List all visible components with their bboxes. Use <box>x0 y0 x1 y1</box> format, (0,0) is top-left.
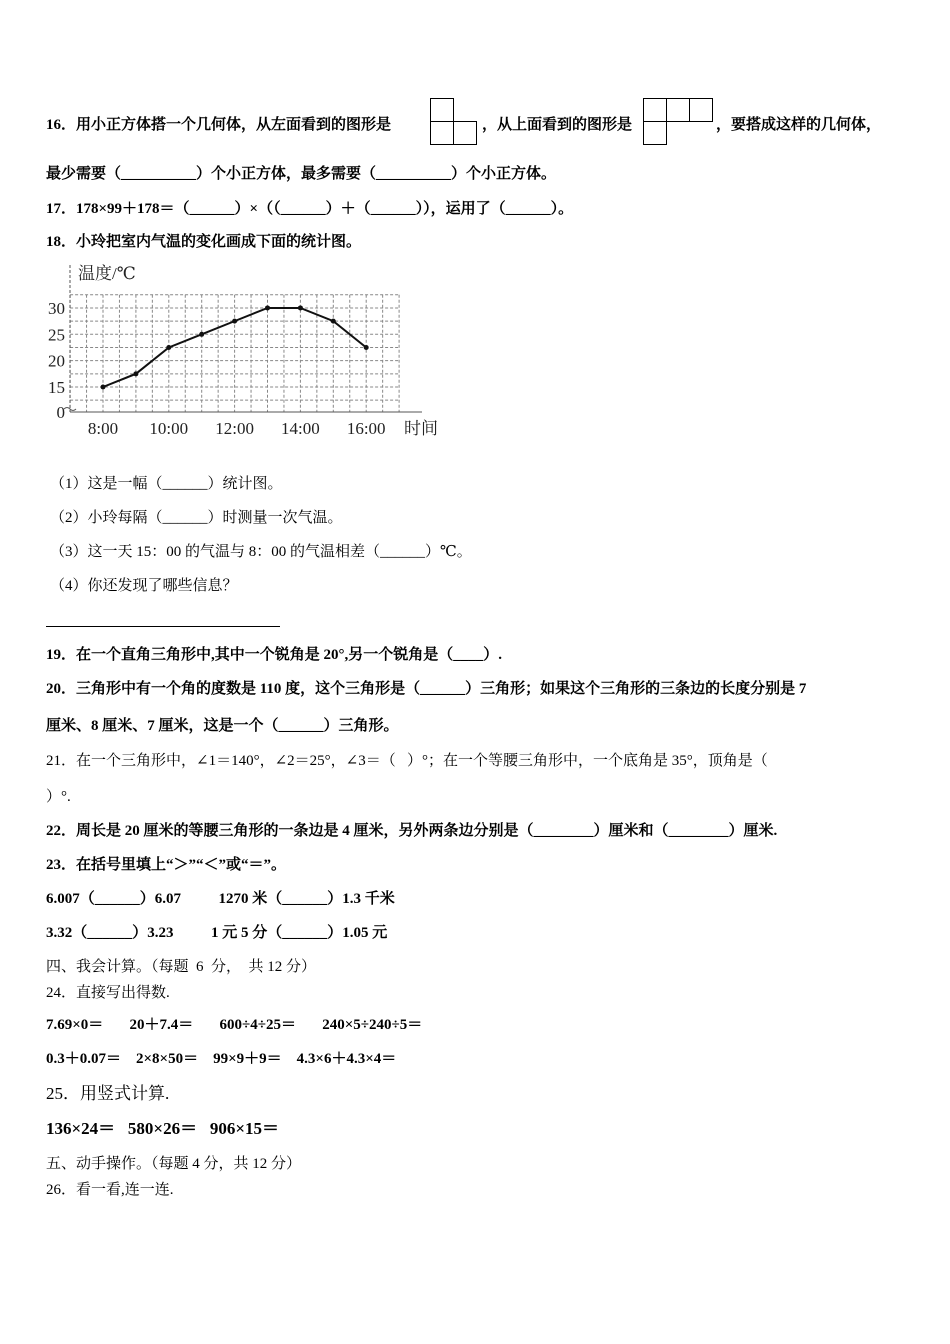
section-5-heading: 五、动手操作。（每题 4 分，共 12 分） <box>46 1156 302 1172</box>
x-tick-label: 8:00 <box>87 419 119 438</box>
data-point <box>166 345 171 350</box>
q16-text-c: ，要搭成这样的几何体， <box>716 117 882 133</box>
q18-title: 18．小玲把室内气温的变化画成下面的统计图。 <box>46 234 362 250</box>
temperature-line-chart <box>40 255 450 445</box>
q24-title: 24．直接写出得数. <box>46 985 170 1001</box>
answer-line <box>46 626 280 627</box>
y-tick-label: 20 <box>48 351 65 371</box>
q23-row2: 3.32（______）3.23 1 元 5 分（______）1.05 元 <box>46 925 388 941</box>
x-tick-label: 14:00 <box>281 419 320 438</box>
q16-text-b: ，从上面看到的图形是 <box>482 117 633 133</box>
q26: 26．看一看,连一连. <box>46 1182 174 1198</box>
y-tick-label: 0 <box>56 403 65 422</box>
q18-sub1: （1）这是一幅（______）统计图。 <box>50 476 283 492</box>
q24-row1: 7.69×0＝ 20＋7.4＝ 600÷4÷25＝ 240×5÷240÷5＝ <box>46 1017 423 1033</box>
q16-line2: 最少需要（__________）个小正方体，最多需要（__________）个小正方体。 <box>46 166 557 182</box>
q20-line2: 厘米、8 厘米、7 厘米，这是一个（______）三角形。 <box>46 718 399 734</box>
data-point <box>199 332 204 337</box>
data-point <box>133 371 138 376</box>
x-tick-label: 12:00 <box>215 419 254 438</box>
x-tick-label: 16:00 <box>346 419 386 438</box>
q16-line1 <box>46 115 391 135</box>
q25-row: 136×24＝ 580×26＝ 906×15＝ <box>46 1119 280 1138</box>
q21-line1: 21．在一个三角形中，∠1＝140°，∠2＝25°，∠3＝（ ）°；在一个等腰三角形中，一个底角是 35°，顶角是（ <box>46 753 768 769</box>
q19: 19．在一个直角三角形中,其中一个锐角是 20°,另一个锐角是（____）. <box>46 647 503 663</box>
data-point <box>364 345 369 350</box>
q21-line2: ）°. <box>46 789 71 805</box>
data-point <box>101 385 106 390</box>
q18-sub4: （4）你还发现了哪些信息？ <box>50 578 238 594</box>
q20-line1: 20．三角形中有一个角的度数是 110 度，这个三角形是（______）三角形；如果这个三角形的三条边的长度分别是 7 <box>46 681 807 697</box>
q25-title: 25．用竖式计算. <box>46 1084 170 1103</box>
data-point <box>265 305 270 310</box>
q22: 22．周长是 20 厘米的等腰三角形的一条边是 4 厘米，另外两条边分别是（________）厘米和（________）厘米. <box>46 823 778 839</box>
q17: 17．178×99＋178＝（______）×（（______）＋（______）），运用了（______）。 <box>46 201 574 217</box>
q16-text-a: 16．用小正方体搭一个几何体，从左面看到的图形是 <box>46 117 392 133</box>
y-axis-label: 温度/℃ <box>78 264 136 283</box>
data-point <box>331 319 336 324</box>
data-point <box>298 305 303 310</box>
q18-sub3: （3）这一天 15：00 的气温与 8：00 的气温相差（______）℃。 <box>50 544 472 560</box>
y-tick-label: 25 <box>48 325 65 345</box>
y-tick-label: 30 <box>48 298 65 318</box>
q23-row1: 6.007（______）6.07 1270 米（______）1.3 千米 <box>46 891 395 907</box>
q18-sub2: （2）小玲每隔（______）时测量一次气温。 <box>50 510 343 526</box>
x-tick-label: 10:00 <box>149 419 189 438</box>
q23-title: 23．在括号里填上“＞”“＜”或“＝”。 <box>46 857 287 873</box>
q24-row2: 0.3＋0.07＝ 2×8×50＝ 99×9＋9＝ 4.3×6＋4.3×4＝ <box>46 1051 397 1067</box>
chart-grid <box>70 295 399 412</box>
y-tick-label: 15 <box>48 378 65 397</box>
data-point <box>232 319 237 324</box>
chart-axes <box>64 265 422 412</box>
section-4-heading: 四、我会计算。（每题 6 分， 共 12 分） <box>46 959 317 975</box>
x-axis-label: 时间 <box>404 419 438 438</box>
